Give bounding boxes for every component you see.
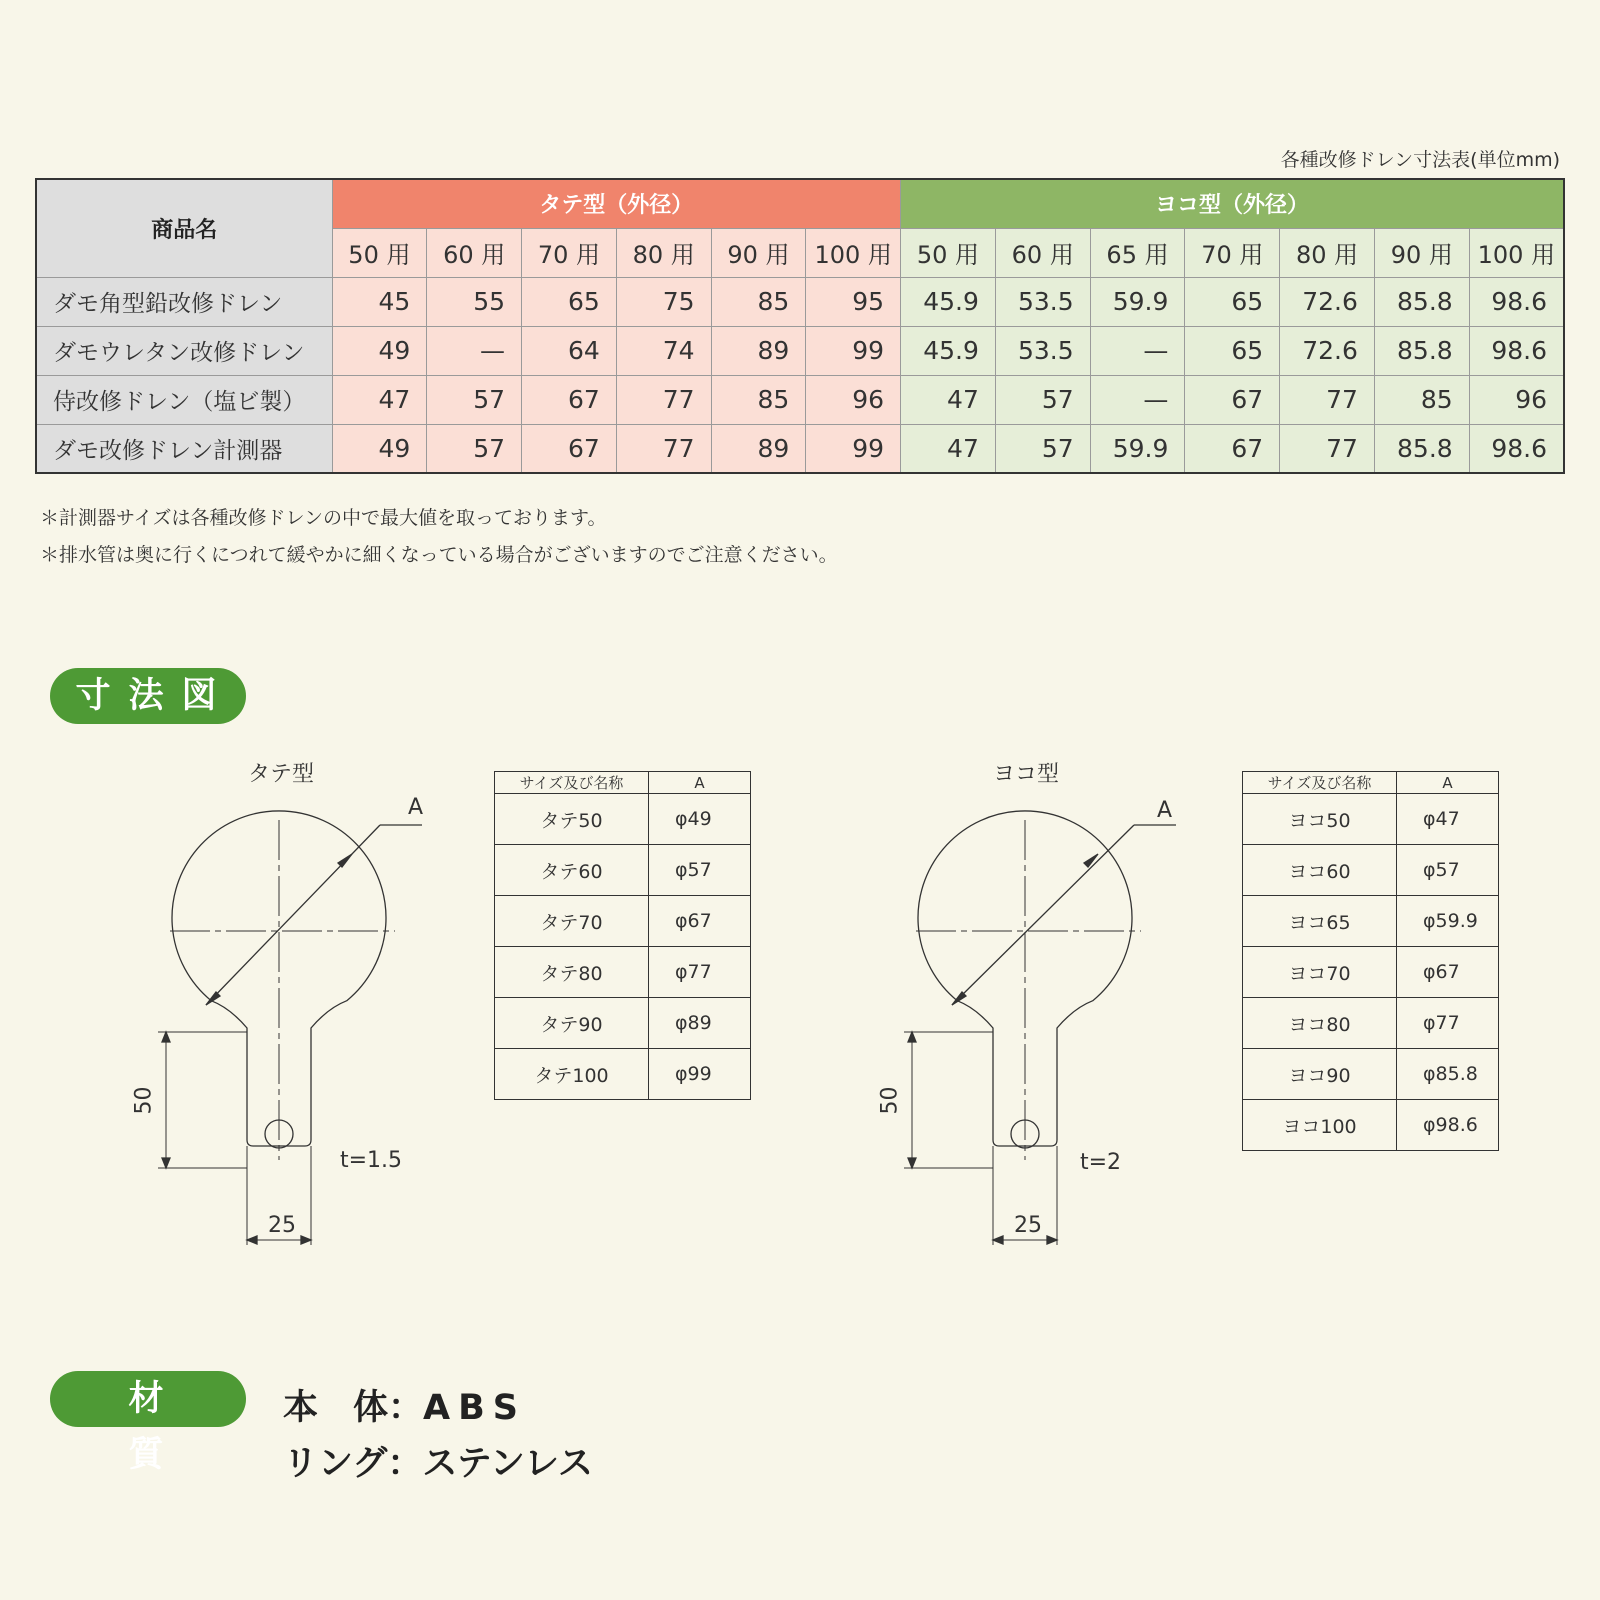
tate-value-cell: 99 <box>806 424 901 473</box>
yoko-size-row <box>1243 896 1499 947</box>
tate-size-name: タテ90 <box>495 998 649 1049</box>
yoko-value-cell: 65 <box>1185 326 1280 375</box>
tate-value-cell: 55 <box>427 277 522 326</box>
tate-size-col-header: 100 用 <box>806 228 901 277</box>
tate-value-cell: 77 <box>616 424 711 473</box>
yoko-value-cell: 72.6 <box>1280 277 1375 326</box>
yoko-label-50: 50 <box>877 1086 903 1115</box>
tate-size-diameter: φ49 <box>649 794 751 845</box>
tate-value-cell: 89 <box>711 326 806 375</box>
yoko-value-cell: 57 <box>995 375 1090 424</box>
tate-label-50: 50 <box>131 1086 157 1115</box>
yoko-size-name: ヨコ70 <box>1243 947 1397 998</box>
tate-value-cell: 47 <box>332 375 427 424</box>
yoko-size-diameter: φ47 <box>1397 794 1499 845</box>
tate-value-cell: 49 <box>332 424 427 473</box>
yoko-size-col-header: 90 用 <box>1374 228 1469 277</box>
tate-type-header: タテ型（外径） <box>332 179 901 228</box>
material-body: 本 体：ABS <box>283 1388 527 1428</box>
yoko-value-cell: — <box>1090 326 1185 375</box>
yoko-type-header: ヨコ型（外径） <box>901 179 1564 228</box>
yoko-value-cell: 57 <box>995 424 1090 473</box>
tate-size-row <box>495 845 751 896</box>
yoko-value-cell: 59.9 <box>1090 277 1185 326</box>
tate-size-row <box>495 794 751 845</box>
yoko-size-name: ヨコ65 <box>1243 896 1397 947</box>
tate-size-row <box>495 998 751 1049</box>
tate-size-diameter: φ57 <box>649 845 751 896</box>
yoko-size-row <box>1243 998 1499 1049</box>
yoko-value-cell: 67 <box>1185 375 1280 424</box>
yoko-size-header-name: サイズ及び名称 <box>1243 772 1397 794</box>
yoko-value-cell: 67 <box>1185 424 1280 473</box>
product-name: ダモ角型鉛改修ドレン <box>36 277 332 326</box>
material-body-value: ABS <box>423 1388 527 1428</box>
yoko-value-cell: 77 <box>1280 375 1375 424</box>
yoko-size-col-header: 70 用 <box>1185 228 1280 277</box>
tate-value-cell: 96 <box>806 375 901 424</box>
dimension-table <box>35 178 1565 474</box>
tate-size-name: タテ80 <box>495 947 649 998</box>
tate-size-name: タテ100 <box>495 1049 649 1100</box>
product-name: ダモウレタン改修ドレン <box>36 326 332 375</box>
tate-size-col-header: 50 用 <box>332 228 427 277</box>
table-caption: 各種改修ドレン寸法表(単位mm) <box>1280 149 1560 171</box>
yoko-value-cell: 47 <box>901 424 996 473</box>
product-name: 侍改修ドレン（塩ビ製） <box>36 375 332 424</box>
tate-value-cell: 65 <box>522 277 617 326</box>
yoko-size-name: ヨコ100 <box>1243 1100 1397 1151</box>
yoko-value-cell: 77 <box>1280 424 1375 473</box>
material-ring-value: ステンレス <box>422 1444 593 1484</box>
tate-size-col-header: 90 用 <box>711 228 806 277</box>
tate-size-row <box>495 947 751 998</box>
table-row <box>36 424 1564 473</box>
yoko-size-row <box>1243 947 1499 998</box>
yoko-size-name: ヨコ50 <box>1243 794 1397 845</box>
tate-size-name: タテ70 <box>495 896 649 947</box>
tate-value-cell: — <box>427 326 522 375</box>
tate-dimension-diagram <box>130 780 430 1250</box>
tate-size-col-header: 80 用 <box>616 228 711 277</box>
tate-value-cell: 85 <box>711 277 806 326</box>
yoko-size-row <box>1243 1049 1499 1100</box>
tate-value-cell: 57 <box>427 375 522 424</box>
yoko-value-cell: 85.8 <box>1374 326 1469 375</box>
yoko-size-diameter: φ77 <box>1397 998 1499 1049</box>
yoko-size-name: ヨコ60 <box>1243 845 1397 896</box>
yoko-size-diameter: φ98.6 <box>1397 1100 1499 1151</box>
tate-value-cell: 77 <box>616 375 711 424</box>
yoko-dimension-diagram <box>876 780 1176 1250</box>
tate-label-a: A <box>408 795 424 820</box>
tate-value-cell: 45 <box>332 277 427 326</box>
tate-size-header-name: サイズ及び名称 <box>495 772 649 794</box>
yoko-size-row <box>1243 1100 1499 1151</box>
note-2: ＊排水管は奥に行くにつれて緩やかに細くなっている場合がございますのでご注意ください。 <box>40 544 838 566</box>
tate-diagram-title: タテ型 <box>248 762 315 787</box>
product-name: ダモ改修ドレン計測器 <box>36 424 332 473</box>
yoko-value-cell: 85 <box>1374 375 1469 424</box>
tate-size-header-a: A <box>649 772 751 794</box>
yoko-label-25: 25 <box>1014 1213 1042 1238</box>
yoko-value-cell: 85.8 <box>1374 424 1469 473</box>
yoko-size-col-header: 60 用 <box>995 228 1090 277</box>
tate-value-cell: 95 <box>806 277 901 326</box>
tate-value-cell: 89 <box>711 424 806 473</box>
product-name-header: 商品名 <box>36 179 332 277</box>
yoko-size-col-header: 80 用 <box>1280 228 1375 277</box>
yoko-value-cell: 96 <box>1469 375 1564 424</box>
yoko-value-cell: 65 <box>1185 277 1280 326</box>
tate-size-diameter: φ99 <box>649 1049 751 1100</box>
table-row <box>36 277 1564 326</box>
table-row <box>36 326 1564 375</box>
table-row <box>36 375 1564 424</box>
tate-label-25: 25 <box>268 1213 296 1238</box>
yoko-size-diameter: φ67 <box>1397 947 1499 998</box>
yoko-size-row <box>1243 794 1499 845</box>
yoko-value-cell: — <box>1090 375 1185 424</box>
yoko-diameter-line <box>952 825 1134 1005</box>
tate-value-cell: 74 <box>616 326 711 375</box>
yoko-value-cell: 45.9 <box>901 277 996 326</box>
yoko-size-row <box>1243 845 1499 896</box>
yoko-value-cell: 72.6 <box>1280 326 1375 375</box>
yoko-size-header-a: A <box>1397 772 1499 794</box>
yoko-size-col-header: 50 用 <box>901 228 996 277</box>
tate-value-cell: 49 <box>332 326 427 375</box>
yoko-size-name: ヨコ90 <box>1243 1049 1397 1100</box>
material-ring-label: リング <box>283 1444 388 1484</box>
yoko-label-a: A <box>1157 798 1173 823</box>
yoko-value-cell: 85.8 <box>1374 277 1469 326</box>
tate-value-cell: 75 <box>616 277 711 326</box>
yoko-value-cell: 98.6 <box>1469 277 1564 326</box>
yoko-size-table <box>1242 771 1499 1151</box>
yoko-thickness: t=2 <box>1080 1150 1122 1175</box>
tate-size-diameter: φ67 <box>649 896 751 947</box>
yoko-size-col-header: 100 用 <box>1469 228 1564 277</box>
note-1: ＊計測器サイズは各種改修ドレンの中で最大値を取っております。 <box>40 507 607 529</box>
tate-value-cell: 64 <box>522 326 617 375</box>
section-badge-material: 材質 <box>50 1371 246 1427</box>
yoko-value-cell: 98.6 <box>1469 326 1564 375</box>
yoko-size-diameter: φ57 <box>1397 845 1499 896</box>
material-ring: リング：ステンレス <box>283 1444 593 1484</box>
tate-value-cell: 57 <box>427 424 522 473</box>
tate-size-row <box>495 1049 751 1100</box>
tate-value-cell: 85 <box>711 375 806 424</box>
yoko-value-cell: 45.9 <box>901 326 996 375</box>
yoko-value-cell: 98.6 <box>1469 424 1564 473</box>
material-body-label: 本 体 <box>283 1388 389 1428</box>
yoko-size-col-header: 65 用 <box>1090 228 1185 277</box>
tate-size-name: タテ50 <box>495 794 649 845</box>
section-badge-dimensions: 寸法図 <box>50 668 246 724</box>
tate-size-col-header: 70 用 <box>522 228 617 277</box>
tate-size-col-header: 60 用 <box>427 228 522 277</box>
tate-size-table <box>494 771 751 1100</box>
yoko-size-name: ヨコ80 <box>1243 998 1397 1049</box>
yoko-diagram-title: ヨコ型 <box>993 762 1060 787</box>
yoko-value-cell: 47 <box>901 375 996 424</box>
notes <box>40 500 838 574</box>
yoko-size-diameter: φ59.9 <box>1397 896 1499 947</box>
tate-value-cell: 67 <box>522 375 617 424</box>
tate-size-diameter: φ77 <box>649 947 751 998</box>
yoko-value-cell: 53.5 <box>995 326 1090 375</box>
tate-value-cell: 67 <box>522 424 617 473</box>
tate-diameter-line <box>206 825 380 1005</box>
yoko-value-cell: 53.5 <box>995 277 1090 326</box>
tate-value-cell: 99 <box>806 326 901 375</box>
tate-size-diameter: φ89 <box>649 998 751 1049</box>
tate-size-name: タテ60 <box>495 845 649 896</box>
yoko-value-cell: 59.9 <box>1090 424 1185 473</box>
yoko-size-diameter: φ85.8 <box>1397 1049 1499 1100</box>
tate-thickness: t=1.5 <box>340 1148 403 1173</box>
tate-size-row <box>495 896 751 947</box>
